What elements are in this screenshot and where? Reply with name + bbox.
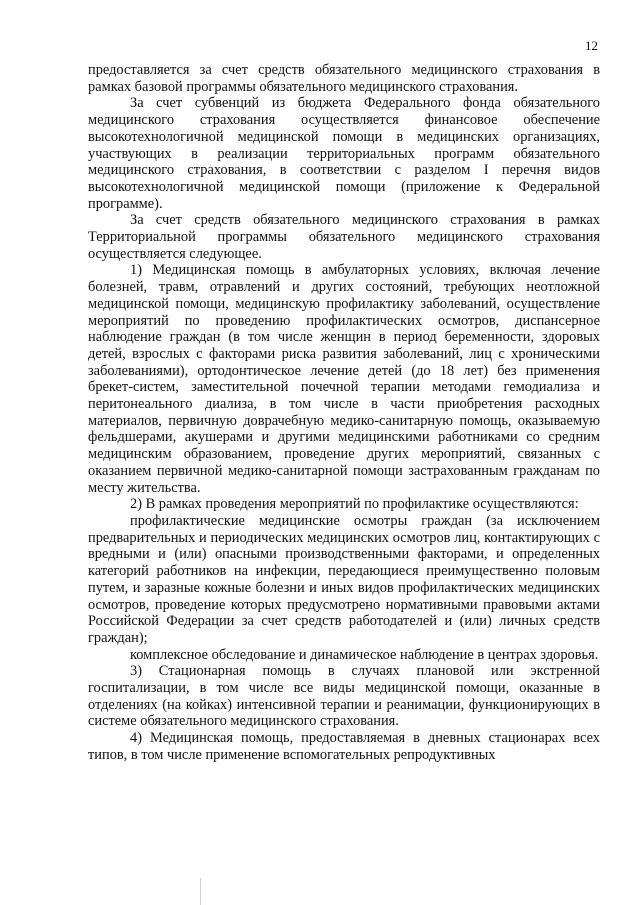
paragraph: комплексное обследование и динамическое наблюдение в центрах здоровья. — [130, 646, 599, 663]
document-body — [88, 62, 600, 764]
paragraph: 1) Медицинская помощь в амбулаторных условиях, включая лечение болезней, травм, отравлений и других состояний, требующих неотложной медицинской помощи, медицинскую профилактику заболеваний, осуществление мероприятий по проведению профилактических осмотров, диспансерное наблюдение граждан (в том числе женщин в период беременности, здоровых детей, взрослых с факторами риска развития заболеваний, лиц с хроническими заболеваниями), ортодонтическое лечение детей (до 18 лет) без применения брекет-систем, заместительной почечной терапии методами гемодиализа и перитонеального диализа, в том числе в части приобретения расходных материалов, первичную доврачебную медико-санитарную помощь, оказываемую фельдшерами, акушерами и другими медицинскими работниками со средним медицинским образованием, проведение других мероприятий, связанных с оказанием первичной медико-санитарной помощи застрахованным гражданам по месту жительства. — [88, 262, 600, 496]
paragraph: 3) Стационарная помощь в случаях плановой или экстренной госпитализации, в том числе все виды медицинской помощи, оказанные в отделениях (на койках) интенсивной терапии и реанимации, функционирующих в системе обязательного медицинского страхования. — [88, 663, 600, 730]
paragraph: 2) В рамках проведения мероприятий по профилактике осуществляются: — [130, 496, 579, 513]
paragraph: За счет средств обязательного медицинского страхования в рамках Территориальной программы обязательного медицинского страхования осуществляется следующее. — [88, 212, 600, 262]
paragraph: За счет субвенций из бюджета Федерального фонда обязательного медицинского страхования осуществляется финансовое обеспечение высокотехнологичной медицинской помощи в медицинских организациях, участвующих в реализации территориальных программ обязательного медицинского страхования, в соответствии с разделом I перечня видов высокотехнологичной медицинской помощи (приложение к Федеральной программе). — [88, 95, 600, 212]
paragraph: предоставляется за счет средств обязательного медицинского страхования в рамках базовой программы обязательного медицинского страхования. — [88, 62, 600, 95]
scan-artifact-line — [200, 878, 201, 905]
paragraph: 4) Медицинская помощь, предоставляемая в дневных стационарах всех типов, в том числе применение вспомогательных репродуктивных — [88, 730, 600, 763]
page-number: 12 — [585, 38, 598, 53]
paragraph: профилактические медицинские осмотры граждан (за исключением предварительных и периодических медицинских осмотров лиц, контактирующих с вредными и (или) опасными производственными факторами, и определенных категорий работников на инфекции, передающиеся преимущественно половым путем, и заразные кожные болезни и иных видов профилактических медицинских осмотров, проведение которых предусмотрено нормативными правовыми актами Российской Федерации за счет средств работодателей и (или) личных средств граждан); — [88, 512, 600, 646]
